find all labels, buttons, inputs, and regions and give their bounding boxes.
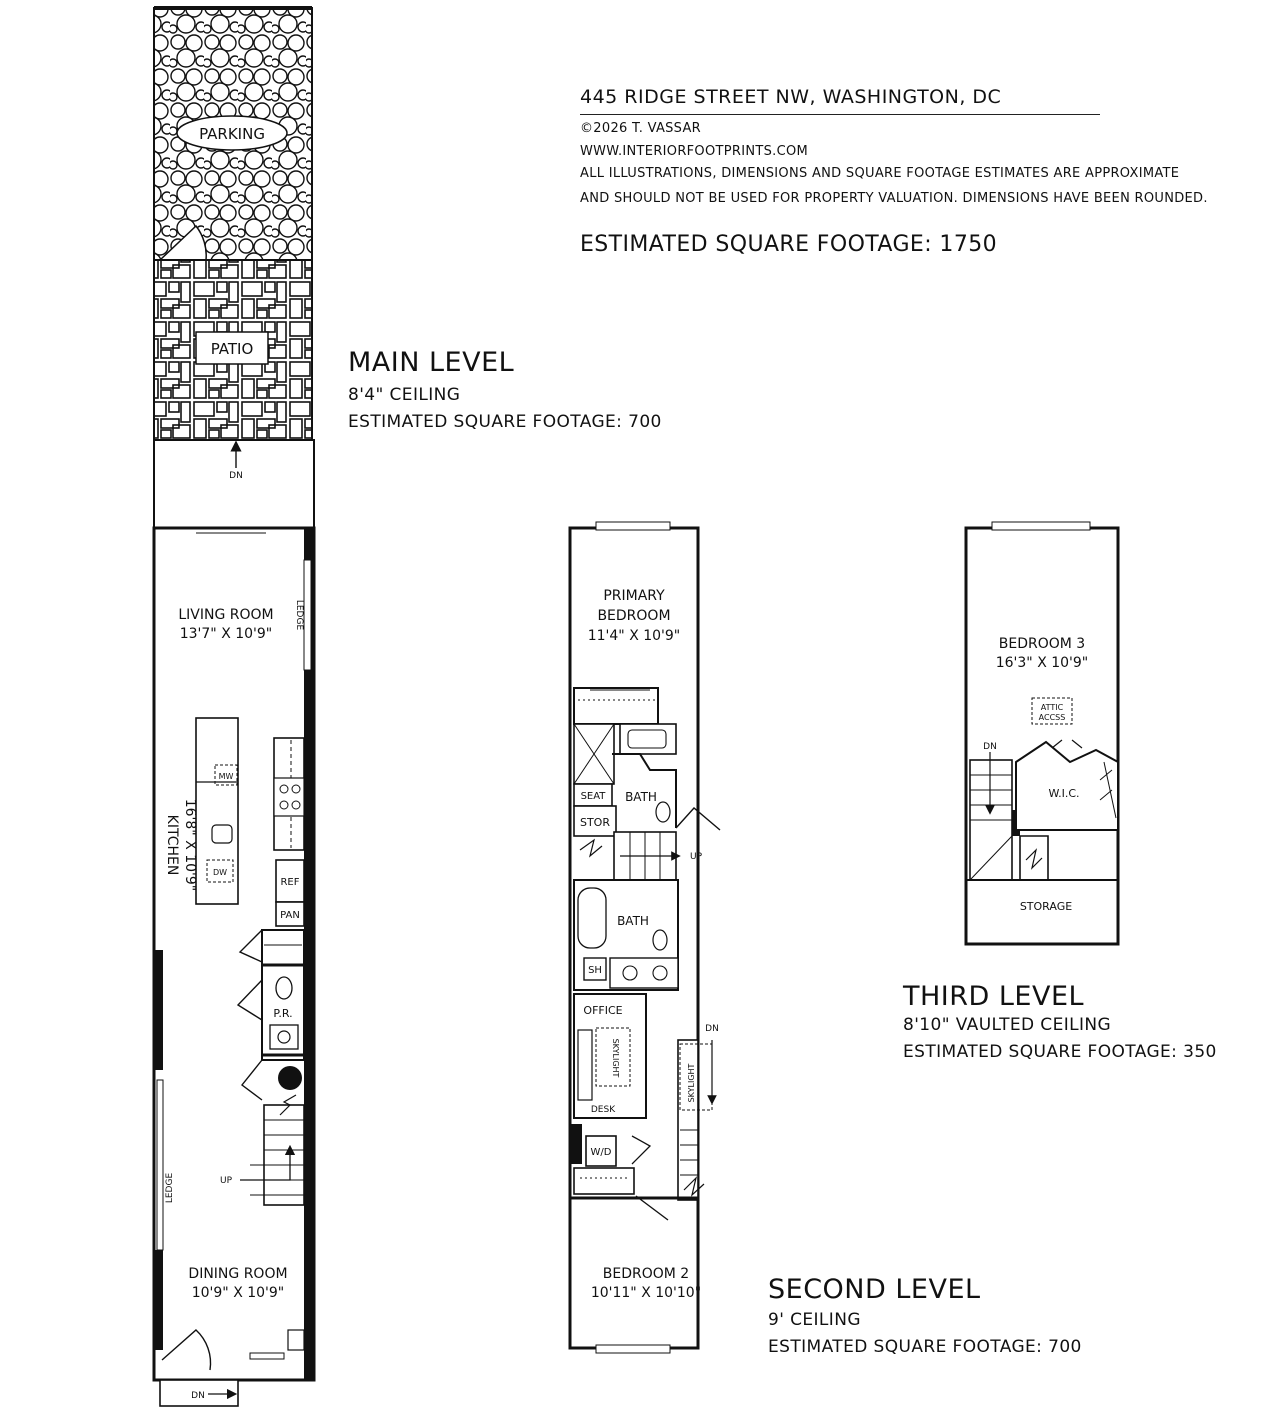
shower-label: SH [588, 965, 602, 976]
attic-label-2: ACCSS [1038, 713, 1066, 722]
bedroom2-label: BEDROOM 2 [602, 1266, 690, 1282]
bedroom3-dim: 16'3" X 10'9" [995, 655, 1089, 671]
main-level-ceiling: 8'4" CEILING [348, 385, 461, 405]
wic-label: W.I.C. [1048, 787, 1080, 800]
second-level-plan [570, 522, 720, 1353]
second-level-ceiling: 9' CEILING [768, 1310, 861, 1330]
primary-bedroom-dim: 11'4" X 10'9" [587, 628, 681, 644]
kitchen-dim: 16'8" X 10'9" [182, 798, 198, 892]
dining-room-label: DINING ROOM [188, 1266, 288, 1282]
second-stairs-up-label: UP [689, 852, 703, 862]
patio-label: PATIO [210, 340, 254, 358]
third-level-plan [966, 522, 1118, 944]
property-address: 445 RIDGE STREET NW, WASHINGTON, DC [580, 86, 1002, 108]
primary-bath-label: BATH [625, 790, 657, 804]
main-level-plan [154, 8, 314, 1406]
copyright-text: ©2026 T. VASSAR [580, 121, 702, 136]
primary-closet [574, 688, 658, 724]
dishwasher-label: DW [212, 868, 228, 877]
bedroom2-dim: 10'11" X 10'10" [590, 1285, 702, 1301]
living-room-label: LIVING ROOM [178, 607, 274, 623]
office-label: OFFICE [583, 1004, 623, 1017]
third-stairs-dn-label: DN [983, 742, 997, 752]
deck-dn-label: DN [229, 471, 243, 481]
rear-deck [154, 440, 314, 528]
stairwell-skylight-label: SKYLIGHT [687, 1063, 696, 1103]
dining-room-dim: 10'9" X 10'9" [191, 1285, 285, 1301]
bedroom3-label: BEDROOM 3 [998, 636, 1086, 652]
third-level-walls [966, 528, 1118, 944]
third-level-title: THIRD LEVEL [903, 981, 1085, 1012]
hall-vanity [610, 958, 678, 988]
dining-ledge-label: LEDGE [165, 1172, 175, 1204]
living-ledge-label: LEDGE [294, 599, 304, 631]
wd-label: W/D [590, 1147, 612, 1158]
stoop-dn-label: DN [191, 1391, 205, 1401]
main-stairs-up-label: UP [219, 1176, 233, 1186]
seat-label: SEAT [580, 791, 606, 802]
disclaimer-line-2: AND SHOULD NOT BE USED FOR PROPERTY VALUATION. DIMENSIONS HAVE BEEN ROUNDED. [580, 191, 1208, 206]
attic-label-1: ATTIC [1040, 703, 1064, 712]
total-square-footage: ESTIMATED SQUARE FOOTAGE: 1750 [580, 232, 998, 257]
powder-room-label: P.R. [273, 1007, 293, 1020]
ref-label: REF [280, 877, 300, 888]
website-text: WWW.INTERIORFOOTPRINTS.COM [580, 144, 809, 159]
desk-label: DESK [590, 1105, 616, 1115]
main-level-sqft: ESTIMATED SQUARE FOOTAGE: 700 [348, 412, 662, 432]
disclaimer-line-1: ALL ILLUSTRATIONS, DIMENSIONS AND SQUARE FOOTAGE ESTIMATES ARE APPROXIMATE [580, 166, 1180, 181]
second-level-title: SECOND LEVEL [768, 1274, 981, 1305]
main-level-title: MAIN LEVEL [348, 347, 515, 378]
parking-label: PARKING [199, 125, 265, 143]
kitchen-label: KITCHEN [164, 814, 180, 876]
hall-bath-label: BATH [617, 914, 649, 928]
second-level-sqft: ESTIMATED SQUARE FOOTAGE: 700 [768, 1337, 1082, 1357]
third-level-ceiling: 8'10" VAULTED CEILING [903, 1015, 1112, 1035]
third-level-sqft: ESTIMATED SQUARE FOOTAGE: 350 [903, 1042, 1217, 1062]
microwave-label: MW [218, 772, 234, 781]
primary-bedroom-label-1: PRIMARY [603, 588, 665, 604]
storage-label: STORAGE [1019, 900, 1073, 913]
pantry-label: PAN [280, 910, 300, 921]
second-stairs-dn-label: DN [705, 1024, 719, 1034]
bedroom2-closet [574, 1168, 634, 1194]
water-heater [278, 1066, 302, 1090]
storage-closet-label: STOR [579, 816, 611, 829]
office-skylight-label: SKYLIGHT [611, 1038, 620, 1078]
living-room-dim: 13'7" X 10'9" [179, 626, 273, 642]
cooktop [274, 778, 304, 816]
primary-bedroom-label-2: BEDROOM [597, 608, 671, 624]
